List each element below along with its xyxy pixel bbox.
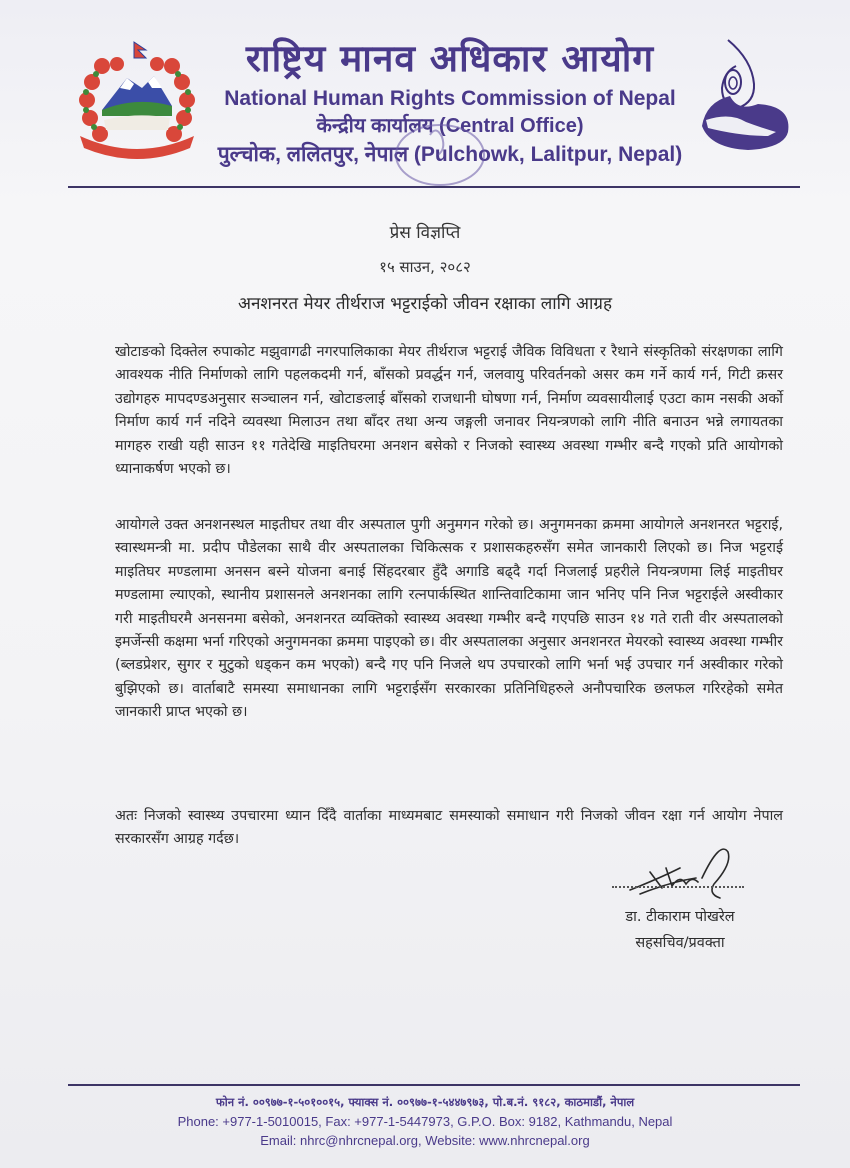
- org-name-english: National Human Rights Commission of Nepal: [224, 87, 676, 110]
- document-title: अनशनरत मेयर तीर्थराज भट्टराईको जीवन रक्षाका लागि आग्रह: [237, 294, 613, 314]
- document-type: प्रेस विज्ञप्ति: [389, 223, 461, 243]
- letterhead: [60, 30, 820, 180]
- body-paragraph: आयोगले उक्त अनशनस्थल माइतीघर तथा वीर अस्पताल पुगी अनुमगन गरेको छ। अनुगमनका क्रममा आयोगले अनशनरत भट्टराई, स्वास्थमन्त्री मा. प्रदीप पौडेलका साथै वीर अस्पतालका चिकित्सक र प्रशासकहरुसँग समेत जानकारी लिएको छ। निज भट्टराई माइतिघर मण्डलामा अनसन बस्ने योजना बनाई सिंहदरबार हुँदै अगाडि बढ्दै गर्दा निजलाई प्रहरीले नियन्त्रणमा लिई माइतीघर मण्डलामा ल्याएको, स्थानीय प्रशासनले अनशनका लागि रत्नपार्कस्थित शान्तिवाटिकामा जान भनिए पनि निज भट्टराईले अस्वीकार गरी माइतीघरमै अनसनमा बसेको, अनशनरत व्यक्तिको स्वास्थ्य अवस्था गम्भीर बन्दै गएपछि साउन १४ गते राती वीर अस्पतालको इमर्जेन्सी कक्षमा भर्ना गरिएको अनुगमनका क्रममा पाइएको छ। वीर अस्पतालका अनुसार अनशनरत मेयरको स्वास्थ्य अवस्था गम्भीर (ब्लडप्रेशर, सुगर र मुटुको धड्कन कम भएको) बन्दै गए पनि निजले थप उपचारको लागि भर्ना भई उपचार गर्न अस्वीकार गरेको बुझिएको छ। वार्ताबाटै समस्या समाधानका लागि भट्टराईसँग सरकारका प्रतिनिधिहरुले अनौपचारिक छलफल गरिरहेको समेत जानकारी प्राप्त भएको छ।: [115, 517, 783, 721]
- signature-line: [612, 886, 744, 888]
- footer-divider: [68, 1084, 800, 1086]
- office-label: केन्द्रीय कार्यालय (Central Office): [316, 115, 584, 137]
- official-stamp-icon: [390, 115, 490, 195]
- signer-title: सहसचिव/प्रवक्ता: [635, 935, 725, 951]
- handwritten-signature-icon: [610, 838, 760, 908]
- nhrc-flame-logo-icon: [700, 36, 795, 156]
- signer-name: डा. टीकाराम पोखरेल: [625, 909, 735, 925]
- body-paragraph: खोटाङको दिक्तेल रुपाकोट मझुवागढी नगरपालिकाका मेयर तीर्थराज भट्टराई जैविक विविधता र रैथाने संस्कृतिको संरक्षणका लागि आवश्यक नीति निर्माणको लागि पहलकदमी गर्न, बाँसको प्रवर्द्धन गर्न, जलवायु परिवर्तनको असर कम गर्ने कार्य गर्न, गिटी क्रसर उद्योगहरु मापदण्डअनुसार सञ्चालन गर्न, खोटाङलाई बाँसको राजधानी घोषणा गर्न, निर्माण व्यवसायीलाई एउटा काम नसकी अर्को निर्माण कार्य गर्न नदिने व्यवस्था मिलाउन तथा बाँदर तथा अन्य जङ्गली जनावर नियन्त्रणको लागि नीति बनाउन भन्ने लगायतका मागहरु राखी यही साउन ११ गतेदेखि माइतिघरमा अनशन बसेको र निजको स्वास्थ्य अवस्था गम्भीर बन्दै गएको प्रति आयोगको ध्यानाकर्षण भएको छ।: [115, 344, 783, 478]
- contact-english: Phone: +977-1-5010015, Fax: +977-1-5447973, G.P.O. Box: 9182, Kathmandu, Nepal: [177, 1114, 673, 1129]
- document-date: १५ साउन, २०८२: [379, 258, 471, 276]
- body-paragraph: अतः निजको स्वास्थ्य उपचारमा ध्यान दिँदै वार्ताका माध्यमबाट समस्याको समाधान गरी निजको जीवन रक्षा गर्न आयोग नेपाल सरकारसँग आग्रह गर्दछ।: [115, 808, 783, 848]
- contact-nepali: फोन नं. ००९७७-१-५०१००१५, फ्याक्स नं. ००९७७-१-५४४७९७३, पो.ब.नं. ९१८२, काठमाडौं, नेपाल: [215, 1095, 635, 1109]
- header-divider: [68, 186, 800, 188]
- nepal-coat-of-arms-icon: [72, 38, 202, 163]
- org-name-nepali: राष्ट्रिय मानव अधिकार आयोग: [245, 37, 655, 80]
- footer-contact: [0, 1092, 850, 1150]
- email-website[interactable]: Email: nhrc@nhrcnepal.org, Website: www.nhrcnepal.org: [260, 1133, 590, 1148]
- office-address: पुल्चोक, ललितपुर, नेपाल (Pulchowk, Lalitpur, Nepal): [217, 143, 683, 166]
